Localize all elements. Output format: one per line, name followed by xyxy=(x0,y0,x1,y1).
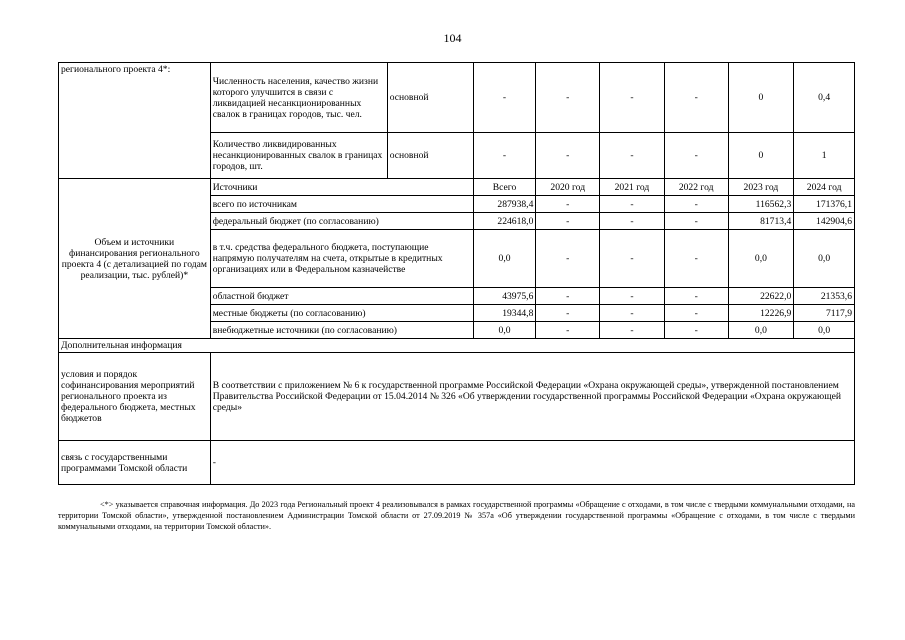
financing-value: - xyxy=(664,288,728,305)
program-link-label: связь с государственными программами Томской области xyxy=(59,441,211,485)
financing-value: - xyxy=(664,230,728,288)
financing-value: - xyxy=(664,305,728,322)
financing-value: 7117,9 xyxy=(794,305,855,322)
financing-value: - xyxy=(536,322,600,339)
financing-value: 0,0 xyxy=(728,230,794,288)
financing-section-label: Объем и источники финансирования регионального проекта 4 (с детализацией по годам реализации, тыс. рублей)* xyxy=(59,179,211,339)
financing-source: всего по источникам xyxy=(210,196,473,213)
financing-value: 171376,1 xyxy=(794,196,855,213)
financing-value: 0,0 xyxy=(473,230,536,288)
indicator-type: основной xyxy=(387,63,473,133)
financing-value: 19344,8 xyxy=(473,305,536,322)
indicator-name: Количество ликвидированных несанкционированных свалок в границах городов, шт. xyxy=(210,133,387,179)
indicator-value: - xyxy=(536,133,600,179)
indicator-value: 0 xyxy=(728,63,794,133)
financing-value: 116562,3 xyxy=(728,196,794,213)
indicator-type: основной xyxy=(387,133,473,179)
cofinancing-row xyxy=(59,353,855,441)
indicator-value: - xyxy=(600,63,665,133)
financing-value: - xyxy=(664,322,728,339)
financing-value: 12226,9 xyxy=(728,305,794,322)
indicator-value: - xyxy=(536,63,600,133)
indicators-section-label: регионального проекта 4*: xyxy=(59,63,211,179)
financing-header-sources: Источники xyxy=(210,179,473,196)
financing-header-year: 2021 год xyxy=(600,179,665,196)
financing-header-year: 2022 год xyxy=(664,179,728,196)
financing-value: - xyxy=(600,230,665,288)
indicator-value: 1 xyxy=(794,133,855,179)
financing-header-year: 2023 год xyxy=(728,179,794,196)
financing-value: - xyxy=(664,213,728,230)
project-table xyxy=(58,62,855,485)
financing-source: областной бюджет xyxy=(210,288,473,305)
financing-value: - xyxy=(600,288,665,305)
financing-value: 0,0 xyxy=(473,322,536,339)
financing-header-total: Всего xyxy=(473,179,536,196)
financing-value: - xyxy=(536,230,600,288)
program-link-row xyxy=(59,441,855,485)
indicator-value: - xyxy=(600,133,665,179)
indicator-value: - xyxy=(473,133,536,179)
financing-source: внебюджетные источники (по согласованию) xyxy=(210,322,473,339)
indicator-value: - xyxy=(473,63,536,133)
financing-value: - xyxy=(536,196,600,213)
financing-value: - xyxy=(536,213,600,230)
indicator-value: 0,4 xyxy=(794,63,855,133)
financing-value: - xyxy=(536,288,600,305)
financing-value: - xyxy=(600,213,665,230)
indicator-value: - xyxy=(664,63,728,133)
financing-value: 0,0 xyxy=(728,322,794,339)
financing-value: 287938,4 xyxy=(473,196,536,213)
financing-value: 43975,6 xyxy=(473,288,536,305)
financing-value: 0,0 xyxy=(794,322,855,339)
financing-source: федеральный бюджет (по согласованию) xyxy=(210,213,473,230)
indicator-name: Численность населения, качество жизни которого улучшится в связи с ликвидацией несанкционированных свалок в границах городов, тыс. чел. xyxy=(210,63,387,133)
financing-value: 21353,6 xyxy=(794,288,855,305)
cofinancing-label: условия и порядок софинансирования мероприятий регионального проекта из федерального бюджета, местных бюджетов xyxy=(59,353,211,441)
financing-value: 22622,0 xyxy=(728,288,794,305)
financing-value: - xyxy=(536,305,600,322)
financing-value: - xyxy=(600,196,665,213)
financing-value: - xyxy=(664,196,728,213)
footnote: <*> указывается справочная информация. До 2023 года Региональный проект 4 реализовывался в рамках государственной программы «Обращение с отходами, в том числе с твердыми коммунальными отходами, на территории Томской области», утвержденной постановлением Администрации Томской области от 27.09.2019 № 357а «Об утверждении государственной программы «Обращение с отходами, в том числе с твердыми коммунальными отходами, на территории Томской области». xyxy=(58,500,855,531)
financing-value: - xyxy=(600,322,665,339)
indicator-row xyxy=(59,63,855,133)
indicator-value: - xyxy=(664,133,728,179)
cofinancing-text: В соответствии с приложением № 6 к государственной программе Российской Федерации «Охрана окружающей среды», утвержденной постановлением Правительства Российской Федерации от 15.04.2014 № 326 «Об утверждении государственной программы Российской Федерации «Охрана окружающей среды» xyxy=(210,353,854,441)
financing-value: 142904,6 xyxy=(794,213,855,230)
financing-value: 81713,4 xyxy=(728,213,794,230)
financing-value: 0,0 xyxy=(794,230,855,288)
additional-heading-row xyxy=(59,339,855,353)
financing-header-year: 2020 год xyxy=(536,179,600,196)
financing-value: 224618,0 xyxy=(473,213,536,230)
indicator-value: 0 xyxy=(728,133,794,179)
financing-header-row xyxy=(59,179,855,196)
page-number: 104 xyxy=(443,31,462,45)
additional-heading: Дополнительная информация xyxy=(59,339,855,353)
financing-value: - xyxy=(600,305,665,322)
financing-source: в т.ч. средства федерального бюджета, поступающие напрямую получателям на счета, открытые в кредитных организациях или в Федеральном казначействе xyxy=(210,230,473,288)
financing-header-year: 2024 год xyxy=(794,179,855,196)
program-link-text: - xyxy=(210,441,854,485)
financing-source: местные бюджеты (по согласованию) xyxy=(210,305,473,322)
